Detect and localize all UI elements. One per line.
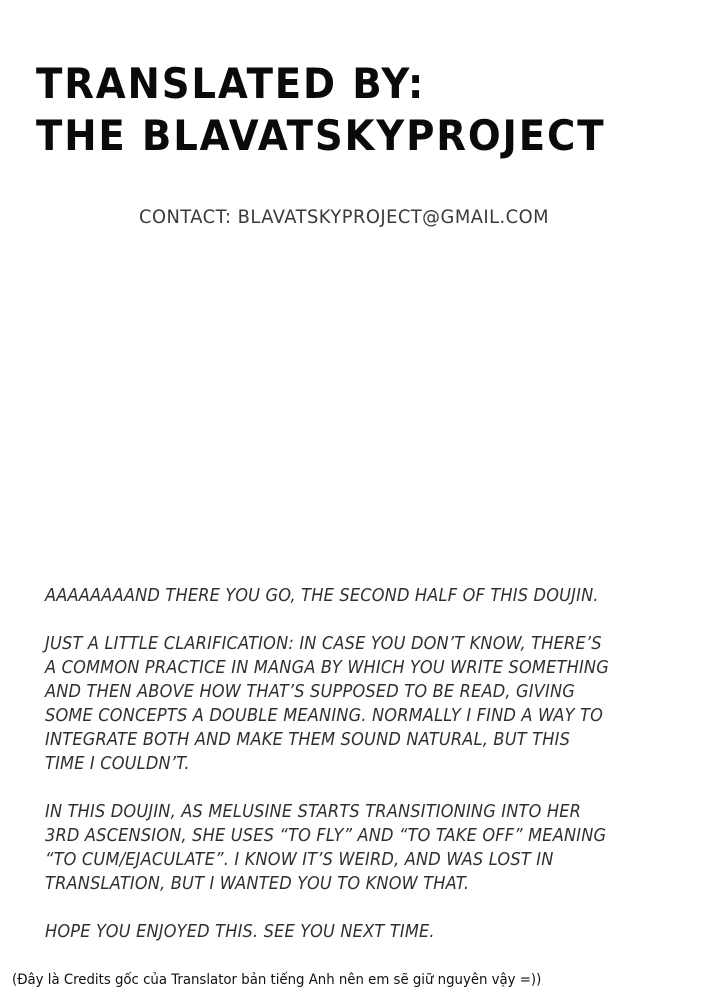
message-line: A COMMON PRACTICE IN MANGA BY WHICH YOU WRITE SOMETHING <box>45 657 609 678</box>
message-line: “TO CUM/EJACULATE”. I KNOW IT’S WEIRD, AND WAS LOST IN <box>45 849 554 870</box>
message-paragraph <box>45 584 685 608</box>
message-line: SOME CONCEPTS A DOUBLE MEANING. NORMALLY I FIND A WAY TO <box>45 705 604 726</box>
message-line: TRANSLATION, BUT I WANTED YOU TO KNOW THAT. <box>45 873 470 894</box>
message-paragraph <box>45 920 685 944</box>
message-line: TIME I COULDN’T. <box>45 753 190 774</box>
message-line: HOPE YOU ENJOYED THIS. SEE YOU NEXT TIME. <box>45 921 435 942</box>
message-line: IN THIS DOUJIN, AS MELUSINE STARTS TRANSITIONING INTO HER <box>45 801 582 822</box>
contact-email: CONTACT: BLAVATSKYPROJECT@GMAIL.COM <box>139 206 550 228</box>
message-line: 3RD ASCENSION, SHE USES “TO FLY” AND “TO TAKE OFF” MEANING <box>45 825 607 846</box>
message-line: INTEGRATE BOTH AND MAKE THEM SOUND NATURAL, BUT THIS <box>45 729 571 750</box>
message-line: AND THEN ABOVE HOW THAT’S SUPPOSED TO BE READ, GIVING <box>45 681 576 702</box>
message-paragraph <box>45 632 685 776</box>
message-line: AAAAAAAAND THERE YOU GO, THE SECOND HALF OF THIS DOUJIN. <box>45 585 599 606</box>
message-paragraph <box>45 800 685 896</box>
title-line: TRANSLATED BY: <box>36 59 426 108</box>
translator-message <box>45 584 685 968</box>
message-line: JUST A LITTLE CLARIFICATION: IN CASE YOU DON’T KNOW, THERE’S <box>45 633 602 654</box>
translator-credit-title <box>36 58 605 162</box>
vietnamese-footer-note: (Đây là Credits gốc của Translator bản tiếng Anh nên em sẽ giữ nguyên vậy =)) <box>12 972 542 988</box>
title-line: THE BLAVATSKYPROJECT <box>36 111 606 160</box>
